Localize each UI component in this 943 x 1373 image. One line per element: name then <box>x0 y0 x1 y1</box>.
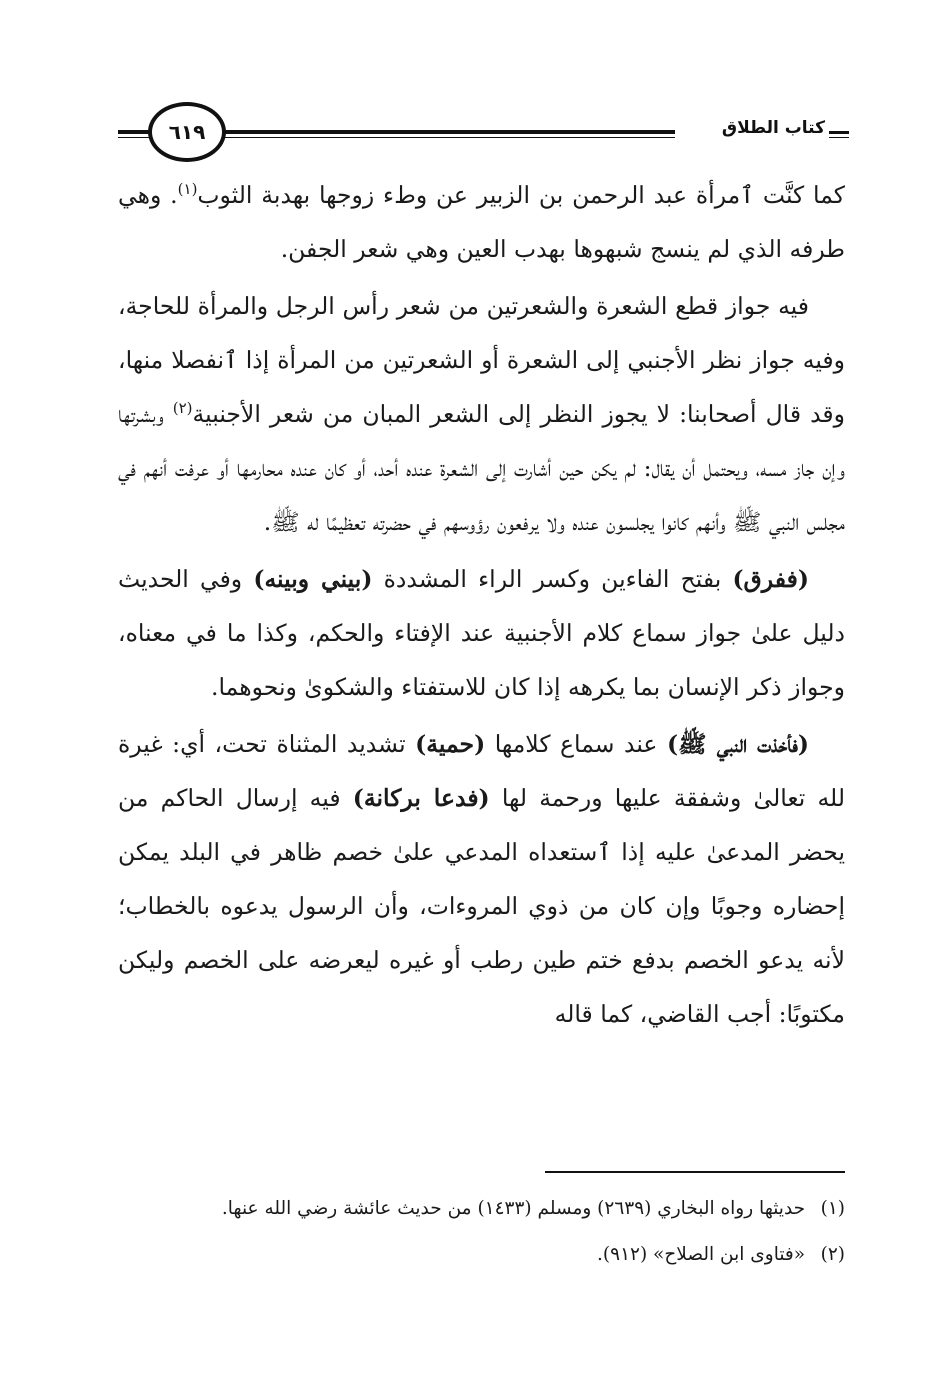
paragraph <box>118 168 845 276</box>
footnote <box>100 1186 845 1232</box>
text-run: فيه إرسال الحاكم من يحضر المدعىٰ عليه إذا ٱستعداه المدعي علىٰ خصم ظاهر في البلد يمكن إحضاره وجوبًا وإن كان من ذوي المروءات، وأن الرسول يدعوه بالخطاب؛ لأنه يدعو الخصم بدفع ختم طين رطب أو غيره ليعرضه على الخصم وليكن مكتوبًا: أجب القاضي، كما قاله <box>118 784 845 1028</box>
text-run: بفتح الفاءين وكسر الراء المشددة <box>372 565 733 593</box>
footnote-separator <box>545 1171 845 1173</box>
text-run: وبشرتها وإن جاز مسه، ويحتمل أن يقال: لم يكن حين أشارت إلى الشعرة عنده أحد، أو كان عنده محارمها أو عرفت أنهم في مجلس النبي ﷺ وأنهم كانوا يجلسون عنده ولا يرفعون رؤوسهم في حضرته تعظيمًا له ﷺ. <box>118 400 845 536</box>
footnote-reference: (٢) <box>172 399 193 417</box>
header-rule-right <box>829 131 849 134</box>
text-run: تشديد المثناة تحت، أي: غيرة لله تعالىٰ وشفقة عليها ورحمة لها <box>118 730 845 812</box>
page-number-badge <box>148 102 226 162</box>
footnote-number: (٢) <box>820 1244 845 1265</box>
text-run: عند سماع كلامها <box>485 730 667 758</box>
text-run: . وهي طرفه الذي لم ينسج شبهوها بهدب العين وهي شعر الجفن. <box>118 181 845 263</box>
footnote-reference: (١) <box>177 180 198 198</box>
body-text <box>118 168 845 1041</box>
book-title: كتاب الطلاق <box>721 118 825 138</box>
header-rule <box>210 130 675 134</box>
text-run: كما كنَّت ٱمرأة عبد الرحمن بن الزبير عن وطء زوجها بهدبة الثوب <box>197 181 845 209</box>
paragraph <box>118 717 845 1041</box>
page-header <box>0 90 943 170</box>
footnotes <box>100 1186 845 1278</box>
paragraph <box>118 552 845 714</box>
page-number: ٦١٩ <box>168 120 206 144</box>
bold-term: (بيني وبينه) <box>253 565 373 593</box>
header-rule-right-thin <box>829 137 849 138</box>
footnote <box>100 1232 845 1278</box>
bold-term: (فأخذت النبي ﷺ) <box>666 730 809 758</box>
text-run: فيه جواز قطع الشعرة والشعرتين من شعر رأس الرجل والمرأة للحاجة، وفيه جواز نظر الأجنبي إلى الشعرة أو الشعرتين من المرأة إذا ٱنفصلا منها، وقد قال أصحابنا: لا يجوز النظر إلى الشعر المبان من شعر الأجنبية <box>118 292 845 428</box>
footnote-text: حديثها رواه البخاري (٢٦٣٩) ومسلم (١٤٣٣) من حديث عائشة رضي الله عنها. <box>221 1198 806 1219</box>
text-run: وفي الحديث دليل علىٰ جواز سماع كلام الأجنبية عند الإفتاء والحكم، وكذا ما في معناه، وجواز ذكر الإنسان بما يكرهه إذا كان للاستفتاء والشكوىٰ ونحوهما. <box>118 565 845 701</box>
header-rule-thin <box>210 137 675 138</box>
footnote-text: «فتاوى ابن الصلاح» (٩١٢). <box>597 1244 806 1265</box>
bold-term: (حمية) <box>415 730 486 758</box>
paragraph <box>118 279 845 549</box>
bold-term: (فدعا بركانة) <box>352 784 490 812</box>
bold-term: (ففرق) <box>732 565 809 593</box>
footnote-number: (١) <box>820 1198 845 1219</box>
